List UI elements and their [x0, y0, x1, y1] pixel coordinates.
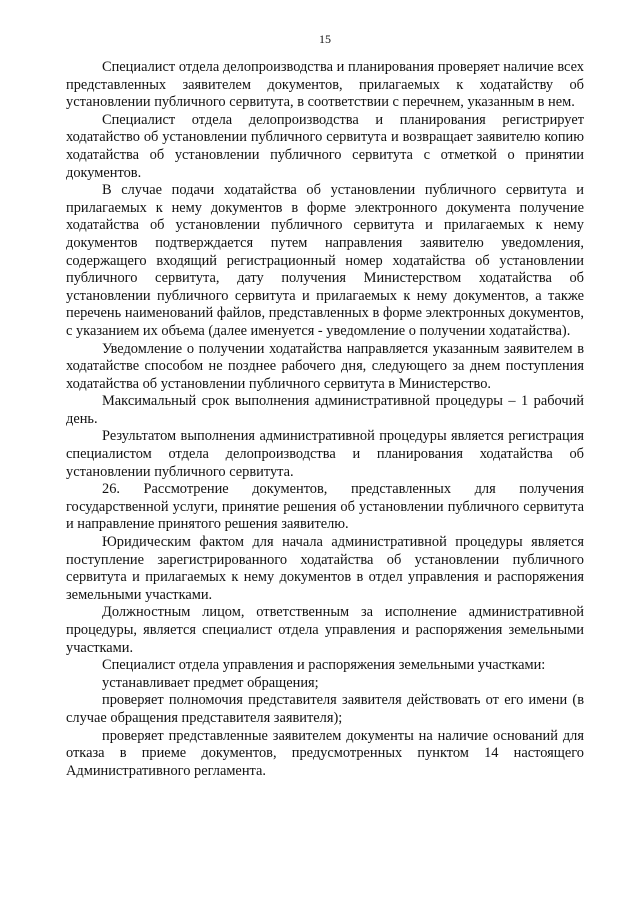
- paragraph-responsible-official: Должностным лицом, ответственным за исполнение административной процедуры, является специалист отдела управления и распоряжения земельными участками.: [66, 604, 584, 656]
- paragraph-specialist-duties: Специалист отдела управления и распоряжения земельными участками:: [102, 657, 546, 674]
- paragraph-document-check: Специалист отдела делопроизводства и планирования проверяет наличие всех представленных заявителем документов, прилагаемых к ходатайству об установлении публичного сервитута, в соответствии с перечнем, указанным в нем.: [66, 59, 584, 111]
- paragraph-authority-check: проверяет полномочия представителя заявителя действовать от его имени (в случае обращения представителя заявителя);: [66, 692, 584, 726]
- paragraph-refusal-grounds: проверяет представленные заявителем документы на наличие оснований для отказа в приеме документов, предусмотренных пунктом 14 настоящего Административного регламента.: [66, 727, 584, 779]
- paragraph-electronic-submission: В случае подачи ходатайства об установлении публичного сервитута и прилагаемых к нему документов в форме электронного документа получение ходатайства об установлении публичного сервитута и прилагаемых к нему документов подтверждается путем направления заявителю уведомления, содержащего входящий регистрационный номер ходатайства об установлении публичного сервитута, дату получения Министерством ходатайства об установлении публичного сервитута и прилагаемых к нему документов, а также перечень наименований файлов, представленных в форме электронных документов, с указанием их объема (далее именуется - уведомление о получении ходатайства).: [66, 182, 584, 339]
- paragraph-legal-fact: Юридическим фактом для начала административной процедуры является поступление зарегистрированного ходатайства об установлении публичного сервитута и прилагаемых к нему документов в отдел управления и распоряжения земельными участками.: [66, 534, 584, 603]
- paragraph-section-26: 26. Рассмотрение документов, представленных для получения государственной услуги, принятие решения об установлении публичного сервитута и направление принятого решения заявителю.: [66, 481, 584, 533]
- paragraph-subject: устанавливает предмет обращения;: [102, 674, 319, 691]
- page-number: 15: [319, 32, 331, 46]
- paragraph-notification: Уведомление о получении ходатайства направляется указанным заявителем в ходатайстве способом не позднее рабочего дня, следующего за днем поступления ходатайства об установлении публичного сервитута в Министерство.: [66, 340, 584, 392]
- paragraph-registration: Специалист отдела делопроизводства и планирования регистрирует ходатайство об установлении публичного сервитута и возвращает заявителю копию ходатайства об установлении публичного сервитута с отметкой о принятии документов.: [66, 111, 584, 181]
- paragraph-result: Результатом выполнения административной процедуры является регистрация специалистом отдела делопроизводства и планирования ходатайства об установлении публичного сервитута.: [66, 428, 584, 480]
- paragraph-max-duration: Максимальный срок выполнения административной процедуры – 1 рабочий день.: [66, 393, 584, 427]
